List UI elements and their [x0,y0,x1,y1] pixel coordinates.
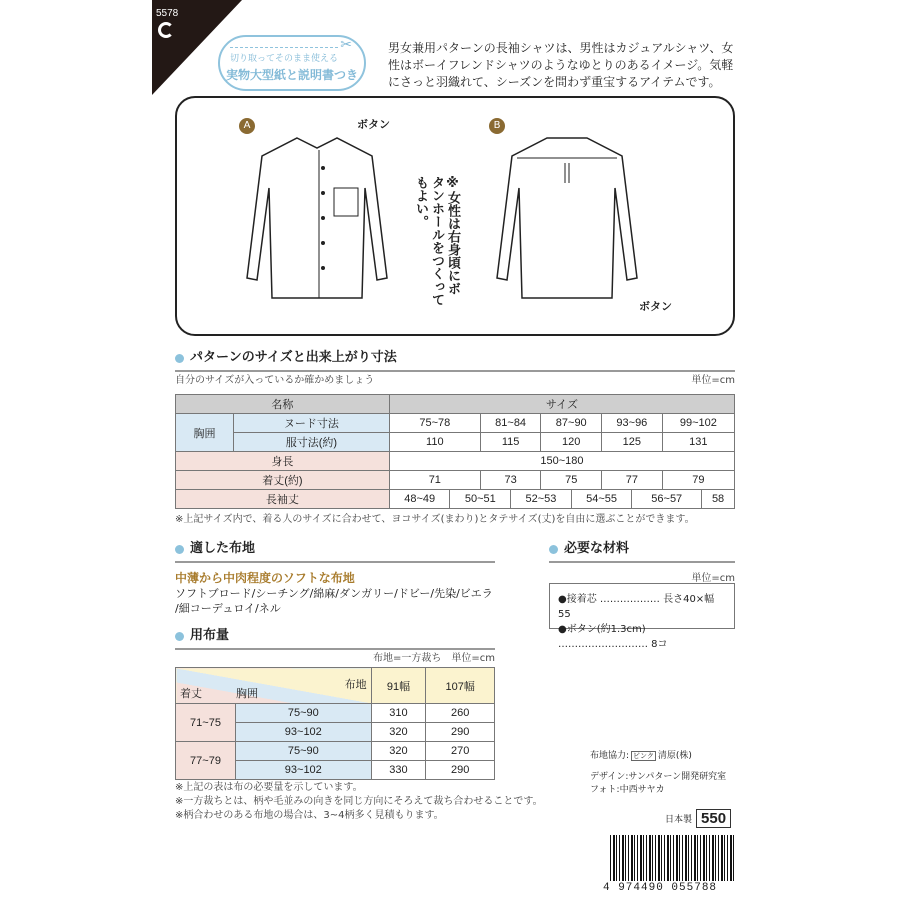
cell: 270 [426,742,495,761]
cell: 115 [480,433,541,452]
materials-unit: 単位=cm [691,573,735,584]
cell: 54~55 [571,490,632,509]
yardage-note: ※上記の表は布の必要量を示しています。 [175,782,363,793]
cell: 320 [371,742,426,761]
shirt-back-illustration [487,128,647,308]
fabric-list: ソフトブロード/シーチング/綿麻/ダンガリー/ドビー/先染/ビエラ [175,587,493,600]
fabric-list-cont: /細コーデュロイ/ネル [175,602,281,615]
badge-subtext: 切り取ってそのまま使える [230,54,339,64]
material-item: ●接着芯 ……………… 長さ40×幅55 [558,594,715,620]
view-a-badge: A [239,118,255,134]
cell: 75 [541,471,602,490]
cell: 73 [480,471,541,490]
header-fabric: 布地 [344,679,367,691]
barcode-number: 4 974490 055788 [603,882,718,894]
cell: 260 [426,704,495,723]
cell: 110 [389,433,480,452]
cell: 81~84 [480,414,541,433]
cell: 320 [371,723,426,742]
materials-title: 必要な材料 [564,541,630,556]
yardage-unit: 布地=一方裁ち 単位=cm [373,653,495,664]
view-b-badge: B [489,118,505,134]
length-cell: 71~75 [176,704,236,742]
materials-section [549,541,735,584]
divider [549,561,735,563]
price: 550 [696,809,731,828]
header-name: 名称 [176,395,390,414]
divider [175,648,495,650]
garment-label: 服寸法(約) [234,433,390,452]
size-section [175,350,735,387]
sleeve-label: 長袖丈 [176,490,390,509]
cell: 50~51 [450,490,511,509]
credits [590,750,726,797]
cell: 131 [662,433,734,452]
yardage-notes [175,781,543,823]
brand-logo-icon [158,22,174,38]
scissors-icon: ✂ [340,37,352,53]
fabric-heading [175,541,495,557]
cell: 52~53 [511,490,572,509]
material-item: ●ボタン(約1.3cm) ……………………… 8コ [558,624,668,650]
materials-box [549,583,735,650]
header-107: 107幅 [426,668,495,704]
made-in-japan: 日本製 [665,815,693,825]
bullet-icon [175,354,184,363]
header-91: 91幅 [371,668,426,704]
unit-label: 単位=cm [691,375,735,386]
cell: 150~180 [389,452,734,471]
cell: 330 [371,761,426,780]
fabric-credit-label: 布地協力: [590,751,630,761]
photo-credit: フォト:中西サヤカ [590,785,665,795]
chest-cell: 93~102 [236,761,372,780]
chest-label: 胸囲 [176,414,234,452]
chest-cell: 93~102 [236,723,372,742]
cell: 71 [389,471,480,490]
buttonhole-note: ※女性は右身頃にボタンホールをつくってもよい。 [413,176,460,306]
cell: 290 [426,723,495,742]
header-chest: 胸囲 [236,688,258,700]
fabric-highlight: 中薄から中肉程度のソフトな布地 [175,571,355,585]
header-size: サイズ [389,395,734,414]
header-length: 着丈 [180,688,202,700]
size-subnote: 自分のサイズが入っているか確かめましょう [175,375,375,386]
dashed-cut-line [230,47,338,48]
brand-mark: ビンク [633,752,654,760]
bullet-icon [175,545,184,554]
size-section-title: パターンのサイズと出来上がり寸法 [190,350,397,365]
chest-cell: 75~90 [236,704,372,723]
chest-cell: 75~90 [236,742,372,761]
illustration-box [175,96,735,336]
cell: 87~90 [541,414,602,433]
size-subnote-row [175,375,735,387]
cell: 93~96 [602,414,663,433]
cell: 290 [426,761,495,780]
yardage-note: ※一方裁ちとは、柄や毛並みの向きを同じ方向にそろえて裁ち合わせることです。 [175,796,543,807]
size-table [175,394,735,509]
length-label: 着丈(約) [176,471,390,490]
bullet-icon [175,632,184,641]
yardage-heading [175,628,495,644]
fabric-credit: 清原(株) [657,751,692,761]
materials-heading [549,541,735,557]
divider [175,561,495,563]
cell: 75~78 [389,414,480,433]
button-label-a: ボタン [357,118,390,131]
intro-text: 男女兼用パターンの長袖シャツは、男性はカジュアルシャツ、女性はボーイフレンドシャツのようなゆとりのあるイメージ。気軽にさっと羽織れて、シーズンを問わず重宝するアイテムです。 [388,41,734,89]
height-label: 身長 [176,452,390,471]
nude-label: ヌード寸法 [234,414,390,433]
yardage-section [175,628,495,665]
shirt-front-illustration [237,128,397,308]
pattern-code: 5578 [156,8,179,19]
cell: 99~102 [662,414,734,433]
cell: 58 [702,490,735,509]
yardage-table [175,667,495,780]
cell: 79 [662,471,734,490]
cell: 120 [541,433,602,452]
cell: 48~49 [389,490,450,509]
barcode [610,835,735,881]
divider [175,370,735,372]
fabric-section [175,541,495,616]
cell: 77 [602,471,663,490]
yardage-title: 用布量 [190,628,230,643]
price-block [665,809,731,828]
size-note: ※上記サイズ内で、着る人のサイズに合わせて、ヨコサイズ(まわり)とタテサイズ(丈)を自由に選ぶことができます。 [175,514,695,525]
full-size-pattern-badge [218,35,366,91]
badge-text: 実物大型紙と説明書つき [225,68,358,82]
fabric-title: 適した布地 [190,541,256,556]
diagonal-header [176,668,372,704]
cell: 125 [602,433,663,452]
design-credit: デザイン:サンパターン開発研究室 [590,772,727,782]
cell: 310 [371,704,426,723]
size-section-heading [175,350,735,366]
cell: 56~57 [632,490,702,509]
yardage-note: ※柄合わせのある布地の場合は、3~4柄多く見積もります。 [175,810,444,821]
button-label-b: ボタン [639,300,672,313]
length-cell: 77~79 [176,742,236,780]
bullet-icon [549,545,558,554]
